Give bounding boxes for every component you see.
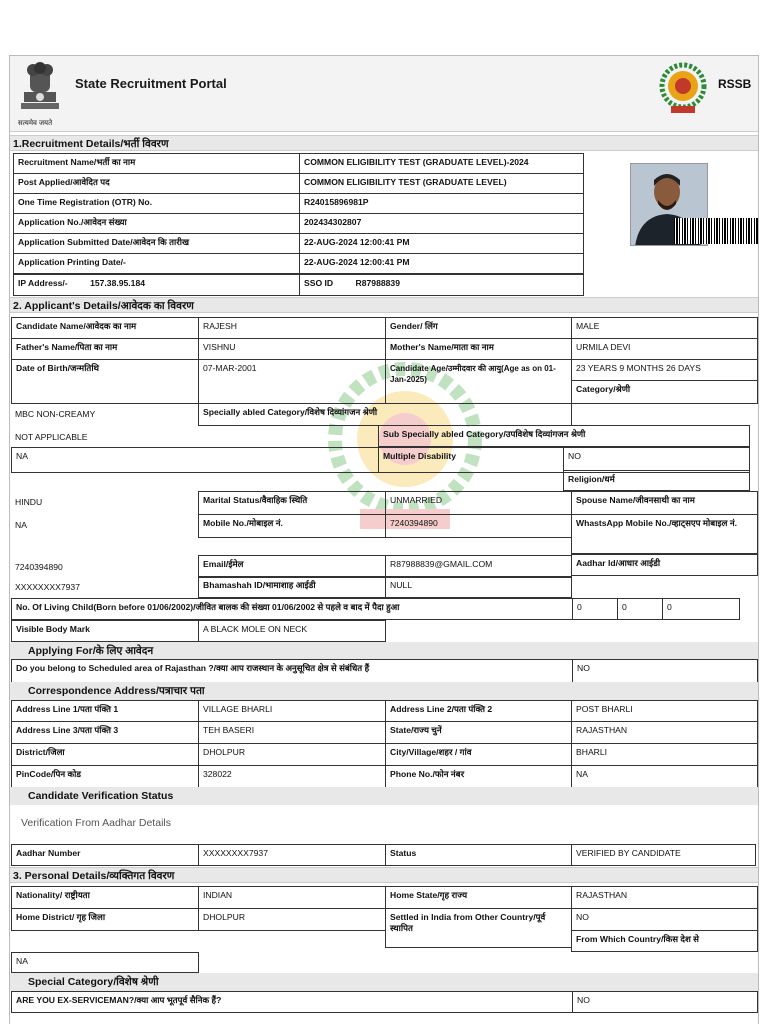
application-no-label: Application No./आवेदन संख्या <box>13 213 300 234</box>
living-child-value-3: 0 <box>662 598 740 620</box>
which-country-value: NA <box>11 952 199 973</box>
rssb-label: RSSB <box>718 77 752 91</box>
section-recruitment-title: 1.Recruitment Details/भर्ती विवरण <box>10 135 759 151</box>
scheduled-area-value: NO <box>572 659 758 683</box>
bhamashah-label: Bhamashah ID/भामाशाह आईडी <box>198 576 386 598</box>
mother-name-label: Mother's Name/माता का नाम <box>385 338 572 360</box>
mother-name-value: URMILA DEVI <box>571 338 758 360</box>
settled-value: NO <box>571 908 758 931</box>
candidate-name-value: RAJESH <box>198 317 386 339</box>
spouse-name-value: NA <box>15 520 27 530</box>
home-state-label: Home State/गृह राज्य <box>385 886 572 909</box>
section-applying-for-title: Applying For/के लिए आवेदन <box>10 642 759 660</box>
nationality-value: INDIAN <box>198 886 386 909</box>
mobile-label: Mobile No./मोबाइल नं. <box>198 514 386 538</box>
section-correspondence-title: Correspondence Address/पत्राचार पता <box>10 682 759 700</box>
ip-value: 157.38.95.184 <box>90 278 146 288</box>
recruitment-name-value: COMMON ELIGIBILITY TEST (GRADUATE LEVEL)-2024 <box>299 153 584 174</box>
scheduled-area-label: Do you belong to Scheduled area of Rajasthan ?/क्या आप राजस्थान के अनुसूचित क्षेत्र से संबंधित हैं <box>11 659 573 683</box>
age-value: 23 YEARS 9 MONTHS 26 DAYS <box>571 359 758 381</box>
district-value: DHOLPUR <box>198 743 386 766</box>
phone-label: Phone No./फोन नंबर <box>385 765 572 788</box>
marital-status-value: UNMARRIED <box>385 491 572 515</box>
living-child-value-2: 0 <box>617 598 663 620</box>
whatsapp-label: WhastsApp Mobile No./व्हाट्सएप मोबाइल नं. <box>571 514 758 554</box>
portal-title: State Recruitment Portal <box>75 76 227 91</box>
address-line1-label: Address Line 1/पता पंक्ति 1 <box>11 700 199 722</box>
address-line3-value: TEH BASERI <box>198 721 386 744</box>
age-label: Candidate Age/उम्मीदवार की आयु(Age as on 01-Jan-2025) <box>385 359 572 404</box>
gender-label: Gender/ लिंग <box>385 317 572 339</box>
sub-specially-abled-value: NA <box>11 447 379 473</box>
verification-status-value: VERIFIED BY CANDIDATE <box>571 844 756 866</box>
spouse-name-label: Spouse Name/जीवनसाथी का नाम <box>571 491 758 515</box>
city-value: BHARLI <box>571 743 758 766</box>
ip-label: IP Address/- <box>18 278 68 288</box>
marital-status-label: Marital Status/वैवाहिक स्थिति <box>198 491 386 515</box>
post-applied-value: COMMON ELIGIBILITY TEST (GRADUATE LEVEL) <box>299 173 584 194</box>
address-line2-label: Address Line 2/पता पंक्ति 2 <box>385 700 572 722</box>
aadhar-id-value: XXXXXXXX7937 <box>15 582 80 592</box>
district-label: District/जिला <box>11 743 199 766</box>
body-mark-value: A BLACK MOLE ON NECK <box>198 620 386 642</box>
section-personal-title: 3. Personal Details/व्यक्तिगत विवरण <box>10 867 759 883</box>
living-child-label: No. Of Living Child(Born before 01/06/2002)/जीवित बालक की संख्या 01/06/2002 से पहले व बाद में पैदा हुआ <box>11 598 573 620</box>
application-no-value: 202434302807 <box>299 213 584 234</box>
specially-abled-label: Specially abled Category/विशेष दिव्यांगजन श्रेणी <box>198 403 572 426</box>
section-special-title: Special Category/विशेष श्रेणी <box>10 973 759 991</box>
address-line1-value: VILLAGE BHARLI <box>198 700 386 722</box>
address-line2-value: POST BHARLI <box>571 700 758 722</box>
gender-value: MALE <box>571 317 758 339</box>
post-applied-label: Post Applied/आवेदित पद <box>13 173 300 194</box>
email-label: Email/ईमेल <box>198 555 386 578</box>
nationality-label: Nationality/ राष्ट्रीयता <box>11 886 199 909</box>
form-header <box>10 56 758 132</box>
otr-value: R24015896981P <box>299 193 584 214</box>
home-district-value: DHOLPUR <box>198 908 386 931</box>
email-value: R87988839@GMAIL.COM <box>385 555 572 578</box>
settled-label: Settled in India from Other Country/पूर्व स्थापित <box>385 908 572 948</box>
section-verification-title: Candidate Verification Status <box>10 787 759 805</box>
submitted-date-label: Application Submitted Date/आवेदन कि तारीख <box>13 233 300 254</box>
aadhar-id-label: Aadhar Id/आधार आईडी <box>571 554 758 576</box>
sso-row <box>299 274 584 296</box>
recruitment-name-label: Recruitment Name/भर्ती का नाम <box>13 153 300 174</box>
father-name-label: Father's Name/पिता का नाम <box>11 338 199 360</box>
sso-value: R87988839 <box>355 278 400 288</box>
religion-label: Religion/धर्म <box>563 470 750 491</box>
verification-status-label: Status <box>385 844 572 866</box>
multiple-disability-label: Multiple Disability <box>378 447 564 473</box>
specially-abled-value: NOT APPLICABLE <box>15 432 88 442</box>
sso-label: SSO ID <box>304 278 334 288</box>
rssb-logo-icon <box>658 60 708 116</box>
candidate-name-label: Candidate Name/आवेदक का नाम <box>11 317 199 339</box>
aadhar-number-value: XXXXXXXX7937 <box>198 844 386 866</box>
address-line3-label: Address Line 3/पता पंक्ति 3 <box>11 721 199 744</box>
which-country-label: From Which Country/किस देश से <box>571 930 758 952</box>
dob-label: Date of Birth/जन्मतिथि <box>11 359 199 404</box>
submitted-date-value: 22-AUG-2024 12:00:41 PM <box>299 233 584 254</box>
pincode-label: PinCode/पिन कोड <box>11 765 199 788</box>
pincode-value: 328022 <box>198 765 386 788</box>
aadhar-number-label: Aadhar Number <box>11 844 386 866</box>
home-state-value: RAJASTHAN <box>571 886 758 909</box>
printing-date-value: 22-AUG-2024 12:00:41 PM <box>299 253 584 274</box>
home-district-label: Home District/ गृह जिला <box>11 908 199 931</box>
printing-date-label: Application Printing Date/- <box>13 253 300 274</box>
category-label: Category/श्रेणी <box>571 380 758 404</box>
emblem-motto: सत्यमेव जयते <box>18 120 53 127</box>
otr-label: One Time Registration (OTR) No. <box>13 193 300 214</box>
bhamashah-value: NULL <box>385 576 572 598</box>
sub-specially-abled-label: Sub Specially abled Category/उपविशेष दिव्यांगजन श्रेणी <box>378 425 750 447</box>
dob-value: 07-MAR-2001 <box>198 359 386 404</box>
living-child-value-1: 0 <box>572 598 618 620</box>
ip-row <box>13 274 300 296</box>
phone-value: NA <box>571 765 758 788</box>
state-emblem-icon <box>16 60 64 128</box>
religion-value: HINDU <box>15 497 43 507</box>
state-label: State/राज्य चुनें <box>385 721 572 744</box>
body-mark-label: Visible Body Mark <box>11 620 199 642</box>
whatsapp-value: 7240394890 <box>15 562 63 572</box>
father-name-value: VISHNU <box>198 338 386 360</box>
category-value: MBC NON-CREAMY <box>15 409 96 419</box>
mobile-value: 7240394890 <box>385 514 572 538</box>
application-form <box>9 55 759 1024</box>
barcode-icon <box>674 218 758 244</box>
state-value: RAJASTHAN <box>571 721 758 744</box>
verification-note: Verification From Aadhar Details <box>21 817 171 829</box>
city-label: City/Village/शहर / गांव <box>385 743 572 766</box>
ex-serviceman-label: ARE YOU EX-SERVICEMAN?/क्या आप भूतपूर्व सैनिक हैं? <box>11 991 573 1013</box>
section-applicant-title: 2. Applicant's Details/आवेदक का विवरण <box>10 297 759 313</box>
ex-serviceman-value: NO <box>572 991 758 1013</box>
multiple-disability-value: NO <box>563 447 750 473</box>
